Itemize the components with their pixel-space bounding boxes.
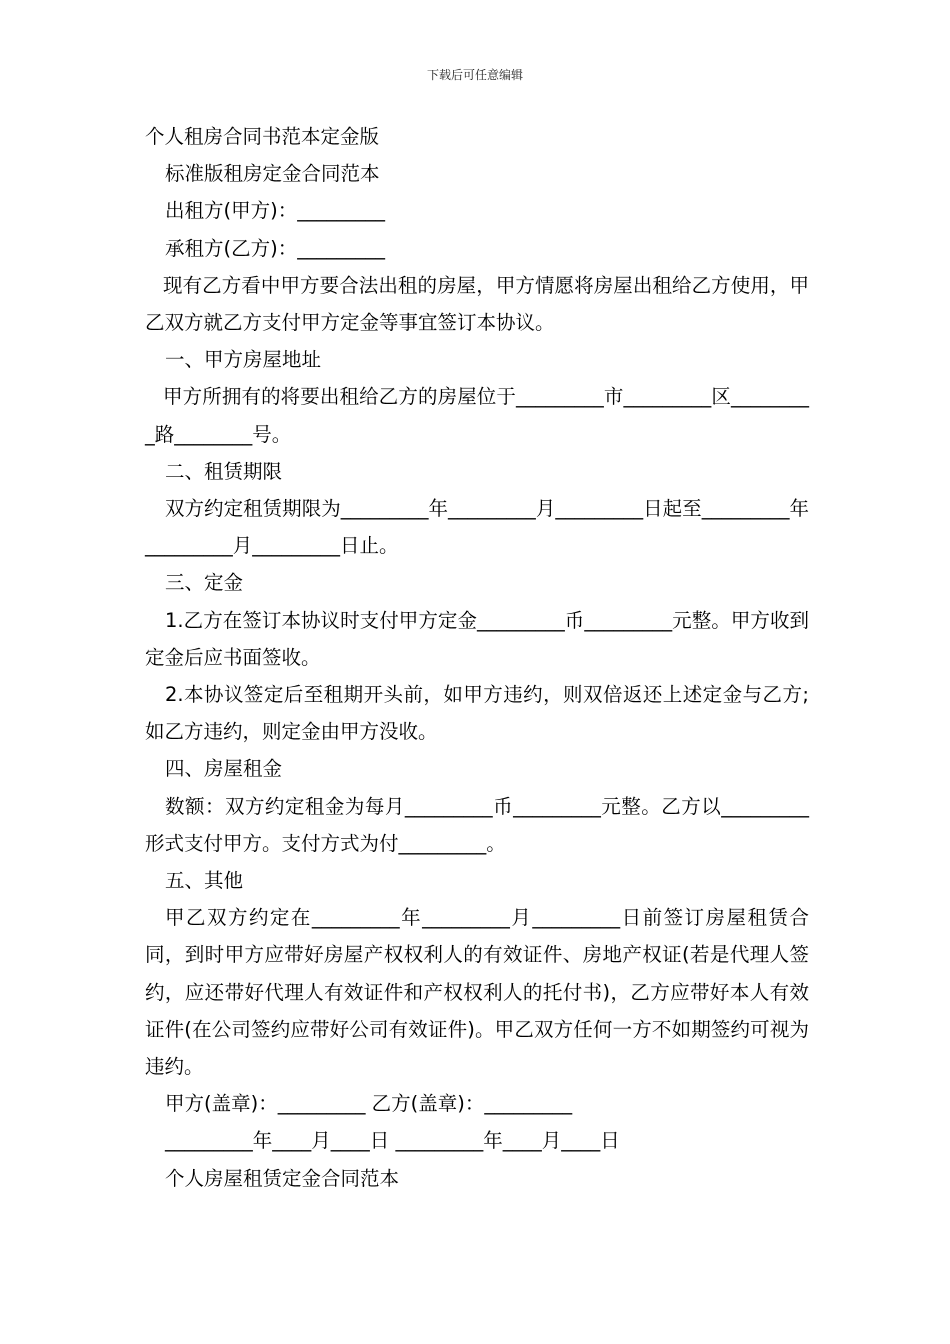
document-body	[145, 118, 809, 1197]
section-3-item-2: 2.本协议签定后至租期开头前，如甲方违约，则双倍返还上述定金与乙方;如乙方违约，则定金由甲方没收。	[145, 683, 809, 744]
section-1-heading: 一、甲方房屋地址	[165, 348, 322, 372]
date-line: _________年____月____日 _________年____月____日	[165, 1129, 620, 1153]
section-5-heading: 五、其他	[165, 869, 244, 893]
lessee-line: 承租方(乙方)：_________	[165, 236, 385, 260]
header-note: 下载后可任意编辑	[426, 68, 523, 82]
intro-paragraph: 现有乙方看中甲方要合法出租的房屋，甲方情愿将房屋出租给乙方使用，甲乙双方就乙方支付甲方定金等事宜签订本协议。	[145, 273, 809, 335]
section-4-heading: 四、房屋租金	[165, 757, 283, 781]
lessor-line: 出租方(甲方)：_________	[165, 199, 385, 223]
section-2-body: 双方约定租赁期限为_________年_________月_________日起至_________年_________月_________日止。	[145, 497, 809, 558]
section-4-body: 数额：双方约定租金为每月_________币_________元整。乙方以_________形式支付甲方。支付方式为付_________。	[145, 794, 809, 855]
section-5-body: 甲乙双方约定在_________年_________月_________日前签订房屋租赁合同，到时甲方应带好房屋产权权利人的有效证件、房地产权证(若是代理人签约，应还带好代理人有效证件和产权权利人的托付书)，乙方应带好本人有效证件(在公司签约应带好公司有效证件)。甲乙双方任何一方不如期签约可视为违约。	[145, 906, 809, 1079]
section-1-body: 甲方所拥有的将要出租给乙方的房屋位于_________市_________区_________路________号。	[145, 385, 809, 446]
next-document-title: 个人房屋租赁定金合同范本	[165, 1166, 400, 1190]
signature-line: 甲方(盖章)：_________ 乙方(盖章)：_________	[165, 1092, 573, 1116]
section-2-heading: 二、租赁期限	[165, 459, 283, 483]
section-3-item-1: 1.乙方在签订本协议时支付甲方定金_________币_________元整。甲方收到定金后应书面签收。	[145, 608, 809, 669]
document-title: 个人租房合同书范本定金版	[145, 125, 380, 148]
section-3-heading: 三、定金	[165, 571, 244, 595]
document-subtitle: 标准版租房定金合同范本	[165, 162, 380, 186]
